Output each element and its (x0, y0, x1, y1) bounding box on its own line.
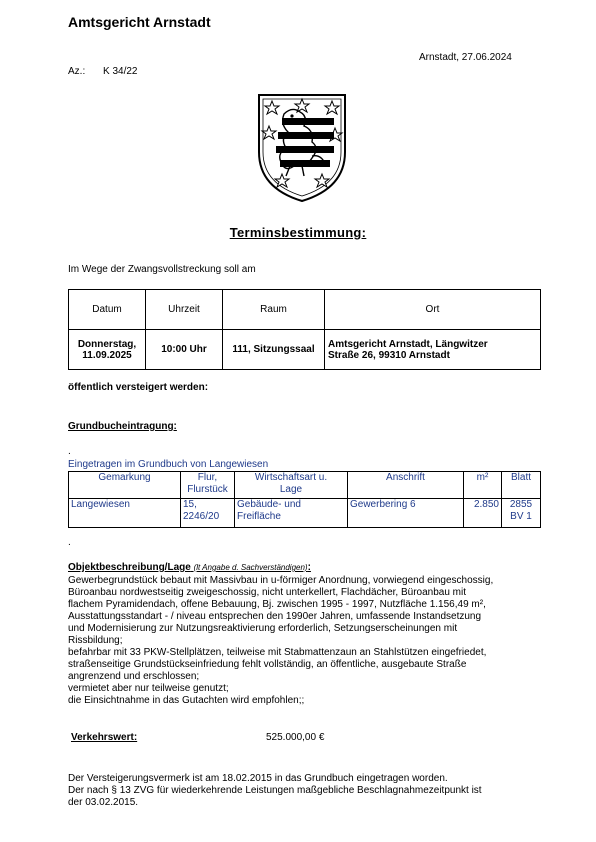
objekt-line: vermietet aber nur teilweise genutzt; (68, 683, 229, 694)
grundbuch-heading: Grundbucheintragung: (68, 421, 177, 432)
header-wirtschaftsart-line1: Wirtschaftsart u. (254, 472, 328, 483)
header-datum: Datum (69, 290, 146, 330)
header-ort: Ort (325, 290, 541, 330)
footer-line: Der Versteigerungsvermerk ist am 18.02.2015 in das Grundbuch eingetragen worden. (68, 773, 448, 784)
court-name: Amtsgericht Arnstadt (68, 14, 211, 30)
termin-datum-day: Donnerstag, (77, 338, 137, 350)
objekt-line: Büroanbau nordwestseitig zweigeschossig, nicht unterkellert, Flachdächer, Büroanbau mit (68, 587, 466, 598)
grundbuch-header-row (69, 472, 541, 499)
header-gemarkung: Gemarkung (69, 472, 181, 499)
table-row (69, 499, 541, 528)
footer-text (68, 773, 538, 809)
cell-wirtschaftsart (235, 499, 348, 528)
thuringia-coat-of-arms-icon (256, 92, 348, 204)
header-uhrzeit: Uhrzeit (146, 290, 223, 330)
objekt-line: flachem Pyramidendach, offene Bebauung, Bj. zwischen 1995 - 1997, Nutzfläche 1.156,49 m², (68, 599, 486, 610)
verkehrswert-value: 525.000,00 € (266, 732, 325, 743)
auction-statement: öffentlich versteigert werden: (68, 382, 209, 393)
objekt-heading (68, 562, 311, 573)
objekt-line: Rissbildung; (68, 635, 123, 646)
separator-dot: . (68, 537, 71, 548)
cell-gemarkung: Langewiesen (69, 499, 181, 528)
cell-blatt (502, 499, 541, 528)
termin-table (68, 289, 541, 370)
place-date: Arnstadt, 27.06.2024 (419, 52, 512, 63)
objekt-line: Gewerbegrundstück bebaut mit Massivbau in u-förmiger Anordnung, vorwiegend eingeschossig, (68, 575, 494, 586)
objekt-line: die Einsichtnahme in das Gutachten wird empfohlen;; (68, 695, 305, 706)
intro-text: Im Wege der Zwangsvollstreckung soll am (68, 264, 256, 275)
cell-flur-line1: 15, (183, 499, 197, 510)
header-wirtschaftsart-line2: Lage (279, 484, 303, 495)
cell-blatt-line1: 2855 (509, 499, 533, 510)
objekt-line: Ausstattungsstandart - / niveau entsprechen den 1990er Jahren, umfassende Instandsetzung (68, 611, 482, 622)
cell-wirtschaftsart-line1: Gebäude- und (237, 499, 301, 510)
cell-wirtschaftsart-line2: Freifläche (237, 511, 281, 522)
cell-flur-line2: 2246/20 (183, 511, 220, 522)
objekt-line: befahrbar mit 33 PKW-Stellplätzen, teilweise mit Stabmattenzaun an Stahlstützen eingefriedet, (68, 647, 487, 658)
termin-raum: 111, Sitzungssaal (223, 330, 325, 370)
az-label: Az.: (68, 66, 86, 77)
header-flur-line1: Flur, (197, 472, 218, 483)
verkehrswert-label: Verkehrswert: (71, 732, 138, 743)
az-value: K 34/22 (103, 66, 138, 77)
objekt-description (68, 575, 538, 707)
header-wirtschaftsart (235, 472, 348, 499)
objekt-line: straßenseitige Grundstückseinfriedung fehlt vollständig, an öffentliche, ausgebaute Straße (68, 659, 467, 670)
header-flur (181, 472, 235, 499)
termin-datum-date: 11.09.2025 (82, 349, 132, 361)
cell-flur (181, 499, 235, 528)
termin-ort-line1: Amtsgericht Arnstadt, Längwitzer (328, 338, 488, 350)
footer-line: Der nach § 13 ZVG für wiederkehrende Leistungen maßgebliche Beschlagnahmezeitpunkt ist (68, 785, 482, 796)
objekt-line: und Modernisierung zur Nutzungsreaktivierung erforderlich, Setzungserscheinungen mit (68, 623, 458, 634)
termin-uhrzeit: 10:00 Uhr (146, 330, 223, 370)
objekt-line: angrenzend und erschlossen; (68, 671, 200, 682)
termin-datum (69, 330, 146, 370)
objekt-heading-colon: : (307, 562, 311, 573)
termin-header-row (69, 290, 541, 330)
header-qm: m² (464, 472, 502, 499)
separator-dot: . (68, 446, 71, 457)
footer-line: der 03.02.2015. (68, 797, 139, 808)
termin-ort (325, 330, 541, 370)
header-flur-line2: Flurstück (187, 484, 228, 495)
cell-qm: 2.850 (464, 499, 502, 528)
page-title: Terminsbestimmung: (229, 225, 367, 240)
grundbuch-caption: Eingetragen im Grundbuch von Langewiesen (68, 459, 269, 470)
header-anschrift: Anschrift (348, 472, 464, 499)
termin-ort-line2: Straße 26, 99310 Arnstadt (328, 349, 450, 361)
objekt-heading-note: (lt Angabe d. Sachverständigen) (193, 563, 308, 572)
cell-anschrift: Gewerbering 6 (348, 499, 464, 528)
objekt-heading-text: Objektbeschreibung/Lage (68, 562, 191, 573)
cell-blatt-line2: BV 1 (510, 511, 532, 522)
header-blatt: Blatt (502, 472, 541, 499)
termin-row (69, 330, 541, 370)
header-raum: Raum (223, 290, 325, 330)
grundbuch-table (68, 471, 541, 528)
